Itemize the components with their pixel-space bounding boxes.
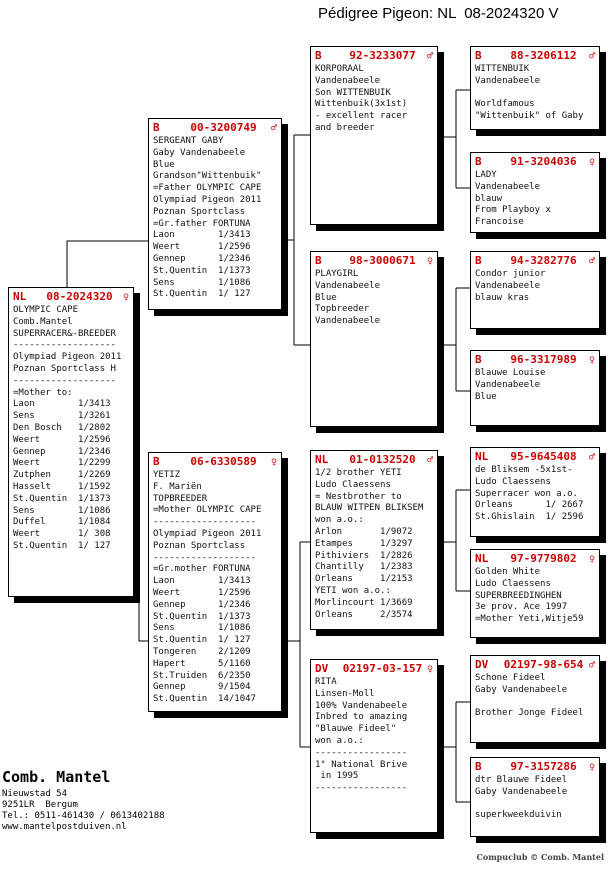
box-header bbox=[471, 550, 599, 566]
pedigree-line: Weert 1/2596 bbox=[153, 587, 251, 598]
male-icon: ♂ bbox=[588, 660, 595, 671]
female-icon: ♀ bbox=[426, 256, 433, 267]
pedigree-line: Vandenabeele bbox=[315, 75, 381, 86]
country-code: B bbox=[475, 254, 482, 267]
box-header bbox=[149, 119, 281, 135]
pedigree-line: Den Bosch 1/2802 bbox=[13, 422, 111, 433]
pedigree-box-great-grandparent-1 bbox=[470, 46, 600, 130]
pedigree-line: TOPBREEDER bbox=[153, 493, 208, 504]
pedigree-box-sire bbox=[148, 118, 282, 310]
country-code: DV bbox=[315, 662, 329, 675]
pedigree-line: Weert 1/2299 bbox=[13, 458, 111, 469]
pedigree-line: SUPERBREEDINGHEN bbox=[475, 590, 562, 601]
pedigree-line bbox=[475, 88, 595, 100]
ring-number: 02197-98-654 bbox=[503, 658, 584, 671]
pedigree-line: Orleans 2/3574 bbox=[315, 609, 413, 620]
pedigree-line: - excellent racer bbox=[315, 111, 408, 122]
pedigree-line: ----------------- bbox=[315, 783, 408, 794]
male-icon: ♂ bbox=[588, 452, 595, 463]
pedigree-line: 1° National Brive bbox=[315, 759, 408, 770]
pedigree-line: Morlincourt 1/3669 bbox=[315, 597, 413, 608]
pedigree-line bbox=[475, 697, 595, 709]
pedigree-line: won a.o.: bbox=[315, 735, 364, 746]
ring-number: 08-2024320 bbox=[46, 290, 113, 303]
ring-number: 01-0132520 bbox=[349, 453, 416, 466]
pedigree-line: Condor junior bbox=[475, 269, 546, 279]
pedigree-line: OLYMPIC CAPE bbox=[13, 305, 79, 315]
box-header bbox=[471, 252, 599, 268]
pedigree-line: Grandson"Wittenbuik" bbox=[153, 171, 262, 182]
pedigree-line: ----------------- bbox=[315, 747, 408, 758]
pedigree-line: Blauwe Louise bbox=[475, 368, 546, 378]
box-body bbox=[149, 469, 281, 706]
ring-number: 91-3204036 bbox=[510, 155, 577, 168]
pedigree-line: Sens 1/1086 bbox=[153, 623, 251, 634]
pedigree-line: PLAYGIRL bbox=[315, 269, 359, 279]
box-body bbox=[471, 464, 599, 524]
country-code: B bbox=[315, 49, 322, 62]
box-header bbox=[311, 451, 437, 467]
pedigree-line: Gennep 1/2346 bbox=[153, 253, 251, 264]
box-body bbox=[471, 63, 599, 123]
female-icon: ♀ bbox=[426, 664, 433, 675]
pedigree-line: "Wittenbuik" of Gaby bbox=[475, 111, 584, 122]
pedigree-line: Brother Jonge Fideel bbox=[475, 708, 584, 719]
pedigree-line: Orleans 1/2153 bbox=[315, 574, 413, 585]
pedigree-line: Vandenabeele bbox=[315, 280, 381, 291]
pedigree-line: Linsen-Moll bbox=[315, 688, 375, 699]
pedigree-line: Laon 1/3413 bbox=[13, 399, 111, 410]
pedigree-line: =Mother to: bbox=[13, 387, 73, 398]
pedigree-line: St.Quentin 14/1047 bbox=[153, 694, 256, 705]
ring-number: 97-3157286 bbox=[510, 760, 577, 773]
pedigree-line: Sens 1/3261 bbox=[13, 411, 111, 422]
country-code: NL bbox=[13, 290, 27, 303]
pedigree-box-great-grandparent-3 bbox=[470, 251, 600, 329]
pedigree-line: Olympiad Pigeon 2011 bbox=[153, 194, 262, 205]
pedigree-line: Vandenabeele bbox=[475, 181, 541, 192]
pedigree-line: =Gr.father FORTUNA bbox=[153, 218, 251, 229]
pedigree-line: From Playboy x bbox=[475, 205, 551, 216]
pedigree-line: Gennep 1/2346 bbox=[13, 446, 111, 457]
box-header bbox=[471, 656, 599, 672]
ring-number: 02197-03-157 bbox=[342, 662, 423, 675]
box-header bbox=[311, 660, 437, 676]
pedigree-line: YETI won a.o.: bbox=[315, 585, 391, 596]
pedigree-line: Comb.Mantel bbox=[13, 316, 73, 327]
pedigree-line: SUPERRACER&-BREEDER bbox=[13, 328, 116, 339]
box-body bbox=[471, 566, 599, 626]
male-icon: ♂ bbox=[588, 51, 595, 62]
pedigree-box-sires-dam bbox=[310, 251, 438, 427]
pedigree-line: F. Mariën bbox=[153, 481, 202, 492]
female-icon: ♀ bbox=[270, 457, 277, 468]
box-body bbox=[471, 672, 599, 720]
pedigree-line: and breeder bbox=[315, 122, 375, 133]
pedigree-box-great-grandparent-7 bbox=[470, 655, 600, 743]
pedigree-line: Chantilly 1/2383 bbox=[315, 562, 413, 573]
pedigree-line: 9251LR Bergum bbox=[2, 800, 78, 810]
pedigree-line: Weert 1/ 308 bbox=[13, 529, 111, 540]
box-header bbox=[471, 758, 599, 774]
pedigree-line: =Mother OLYMPIC CAPE bbox=[153, 505, 262, 516]
pedigree-box-great-grandparent-2 bbox=[470, 152, 600, 233]
male-icon: ♂ bbox=[588, 256, 595, 267]
country-code: NL bbox=[475, 552, 489, 565]
ring-number: 94-3282776 bbox=[510, 254, 577, 267]
female-icon: ♀ bbox=[122, 292, 129, 303]
pedigree-line: St.Truiden 6/2350 bbox=[153, 670, 251, 681]
pedigree-line: Poznan Sportclass bbox=[153, 206, 246, 217]
ring-number: 96-3317989 bbox=[510, 353, 577, 366]
pedigree-line: Ludo Claessens bbox=[475, 476, 551, 487]
pedigree-line: blauw kras bbox=[475, 292, 530, 303]
box-header bbox=[311, 47, 437, 63]
pedigree-line: Golden White bbox=[475, 567, 541, 577]
pedigree-line: ------------------- bbox=[13, 375, 116, 386]
pedigree-line: Wittenbuik(3x1st) bbox=[315, 99, 408, 110]
pedigree-line: Orleans 1/ 2667 bbox=[475, 500, 584, 511]
pedigree-line: ------------------- bbox=[153, 552, 256, 563]
country-code: B bbox=[475, 760, 482, 773]
pedigree-line: in 1995 bbox=[315, 771, 359, 782]
pedigree-line: Blue bbox=[153, 159, 175, 170]
pedigree-line: ------------------- bbox=[153, 517, 256, 528]
box-header bbox=[471, 153, 599, 169]
pedigree-line: St.Quentin 1/1373 bbox=[153, 611, 251, 622]
box-body bbox=[471, 169, 599, 229]
pedigree-line: Ludo Claessens bbox=[315, 479, 391, 490]
country-code: NL bbox=[315, 453, 329, 466]
ring-number: 88-3206112 bbox=[510, 49, 577, 62]
pedigree-line: Vandenabeele bbox=[475, 379, 541, 390]
country-code: B bbox=[153, 121, 160, 134]
male-icon: ♂ bbox=[270, 123, 277, 134]
box-header bbox=[471, 448, 599, 464]
breeder-name: Comb. Mantel bbox=[2, 768, 111, 786]
pedigree-line: St.Quentin 1/ 127 bbox=[153, 289, 251, 300]
breeder-address bbox=[2, 789, 165, 833]
box-header bbox=[311, 252, 437, 268]
pedigree-line: Olympiad Pigeon 2011 bbox=[13, 352, 122, 363]
pedigree-box-subject bbox=[8, 287, 134, 597]
ring-number: 06-6330589 bbox=[190, 455, 257, 468]
pedigree-line: Laon 1/3413 bbox=[153, 576, 251, 587]
pedigree-line: Blue bbox=[315, 292, 337, 303]
ring-number: 92-3233077 bbox=[349, 49, 416, 62]
box-body bbox=[311, 63, 437, 135]
pedigree-line: Pithiviers 1/2826 bbox=[315, 550, 413, 561]
pedigree-line: Vandenabeele bbox=[475, 280, 541, 291]
pedigree-line: Poznan Sportclass H bbox=[13, 363, 116, 374]
pedigree-line: 100% Vandenabeele bbox=[315, 700, 408, 711]
pedigree-line: Laon 1/3413 bbox=[153, 230, 251, 241]
pedigree-line: www.mantelpostduiven.nl bbox=[2, 822, 127, 832]
country-code: B bbox=[475, 353, 482, 366]
box-body bbox=[9, 304, 133, 553]
pedigree-line: Duffel 1/1084 bbox=[13, 517, 111, 528]
pedigree-line: 1/2 brother YETI bbox=[315, 468, 402, 478]
ring-number: 97-9779802 bbox=[510, 552, 577, 565]
pedigree-line: Francoise bbox=[475, 217, 524, 228]
pedigree-line: Sens 1/1086 bbox=[13, 505, 111, 516]
country-code: DV bbox=[475, 658, 489, 671]
pedigree-box-dam bbox=[148, 452, 282, 712]
pedigree-line: Vandenabeele bbox=[475, 75, 541, 86]
pedigree-line: Gaby Vandenabeele bbox=[475, 786, 568, 797]
pedigree-line: Schone Fideel bbox=[475, 673, 546, 683]
pedigree-line: WITTENBUIK bbox=[475, 64, 530, 74]
male-icon: ♂ bbox=[426, 51, 433, 62]
pedigree-box-dams-dam bbox=[310, 659, 438, 833]
pedigree-line: St.Ghislain 1/ 2596 bbox=[475, 512, 584, 523]
box-body bbox=[471, 268, 599, 304]
pedigree-line: Hapert 5/1160 bbox=[153, 658, 251, 669]
pedigree-line: Tongeren 2/1209 bbox=[153, 646, 251, 657]
pedigree-line: Blue bbox=[475, 391, 497, 402]
pedigree-line: won a.o.: bbox=[315, 515, 364, 526]
ring-number: 95-9645408 bbox=[510, 450, 577, 463]
pedigree-line: Vandenabeele bbox=[315, 316, 381, 327]
pedigree-line: =Mother Yeti,Witje59 bbox=[475, 614, 584, 625]
pedigree-line: 3e prov. Ace 1997 bbox=[475, 602, 568, 613]
box-body bbox=[471, 367, 599, 403]
pedigree-line: Topbreeder bbox=[315, 304, 370, 315]
pedigree-line: Zutphen 1/2269 bbox=[13, 470, 111, 481]
pedigree-line: LADY bbox=[475, 170, 497, 180]
page-title: Pédigree Pigeon: NL 08-2024320 V bbox=[318, 5, 559, 22]
ring-number: 00-3200749 bbox=[190, 121, 257, 134]
pedigree-line: Gennep 9/1504 bbox=[153, 682, 251, 693]
country-code: B bbox=[475, 155, 482, 168]
box-body bbox=[311, 268, 437, 328]
ring-number: 98-3000671 bbox=[349, 254, 416, 267]
pedigree-line: BLAUW WITPEN BLIKSEM bbox=[315, 503, 424, 514]
pedigree-line: Gaby Vandenabeele bbox=[153, 147, 246, 158]
pedigree-box-great-grandparent-5 bbox=[470, 447, 600, 537]
pedigree-line: Nieuwstad 54 bbox=[2, 789, 68, 799]
box-header bbox=[9, 288, 133, 304]
pedigree-line: blauw bbox=[475, 193, 503, 204]
pedigree-line: superkweekduivin bbox=[475, 810, 562, 821]
female-icon: ♀ bbox=[588, 157, 595, 168]
pedigree-line: "Blauwe Fideel" bbox=[315, 724, 397, 735]
pedigree-line: de Bliksem -5x1st- bbox=[475, 465, 573, 475]
pedigree-line: St.Quentin 1/1373 bbox=[13, 493, 111, 504]
country-code: NL bbox=[475, 450, 489, 463]
female-icon: ♀ bbox=[588, 762, 595, 773]
pedigree-line: St.Quentin 1/ 127 bbox=[13, 540, 111, 551]
compuclub-credit: Compuclub © Comb. Mantel bbox=[476, 852, 604, 862]
female-icon: ♀ bbox=[588, 554, 595, 565]
box-body bbox=[471, 774, 599, 822]
pedigree-line: SERGEANT GABY bbox=[153, 136, 224, 146]
box-body bbox=[311, 467, 437, 621]
pedigree-line: Gaby Vandenabeele bbox=[475, 684, 568, 695]
pedigree-line: Inbred to amazing bbox=[315, 712, 408, 723]
pedigree-line: Poznan Sportclass bbox=[153, 540, 246, 551]
pedigree-line: St.Quentin 1/ 127 bbox=[153, 635, 251, 646]
pedigree-line: ------------------- bbox=[13, 340, 116, 351]
pedigree-line: Weert 1/2596 bbox=[13, 434, 111, 445]
pedigree-line: Gennep 1/2346 bbox=[153, 599, 251, 610]
box-header bbox=[471, 351, 599, 367]
pedigree-line: Weert 1/2596 bbox=[153, 242, 251, 253]
pedigree-line bbox=[475, 799, 595, 811]
box-header bbox=[149, 453, 281, 469]
pedigree-line: Tel.: 0511-461430 / 0613402188 bbox=[2, 811, 165, 821]
pedigree-line: dtr Blauwe Fideel bbox=[475, 775, 568, 785]
country-code: B bbox=[153, 455, 160, 468]
pedigree-line: Hasselt 1/1592 bbox=[13, 481, 111, 492]
pedigree-line: YETIZ bbox=[153, 470, 181, 480]
box-body bbox=[311, 676, 437, 795]
pedigree-box-sires-sire bbox=[310, 46, 438, 225]
pedigree-box-dams-sire bbox=[310, 450, 438, 630]
pedigree-line: Ludo Claessens bbox=[475, 578, 551, 589]
pedigree-line: Worldfamous bbox=[475, 99, 535, 110]
box-body bbox=[149, 135, 281, 301]
country-code: B bbox=[475, 49, 482, 62]
male-icon: ♂ bbox=[426, 455, 433, 466]
pedigree-line: =Gr.mother FORTUNA bbox=[153, 564, 251, 575]
pedigree-box-great-grandparent-6 bbox=[470, 549, 600, 638]
pedigree-line: Son WITTENBUIK bbox=[315, 87, 391, 98]
pedigree-line: Olympiad Pigeon 2011 bbox=[153, 528, 262, 539]
pedigree-line: KORPORAAL bbox=[315, 64, 364, 74]
box-header bbox=[471, 47, 599, 63]
pedigree-line: Sens 1/1086 bbox=[153, 277, 251, 288]
pedigree-line: Etampes 1/3297 bbox=[315, 538, 413, 549]
pedigree-line: =Father OLYMPIC CAPE bbox=[153, 183, 262, 194]
female-icon: ♀ bbox=[588, 355, 595, 366]
pedigree-line: RITA bbox=[315, 677, 337, 687]
pedigree-line: Arlon 1/9072 bbox=[315, 526, 413, 537]
pedigree-line: St.Quentin 1/1373 bbox=[153, 265, 251, 276]
pedigree-line: Superracer won a.o. bbox=[475, 488, 578, 499]
country-code: B bbox=[315, 254, 322, 267]
pedigree-line: = Nestbrother to bbox=[315, 491, 402, 502]
pedigree-box-great-grandparent-4 bbox=[470, 350, 600, 426]
pedigree-box-great-grandparent-8 bbox=[470, 757, 600, 837]
